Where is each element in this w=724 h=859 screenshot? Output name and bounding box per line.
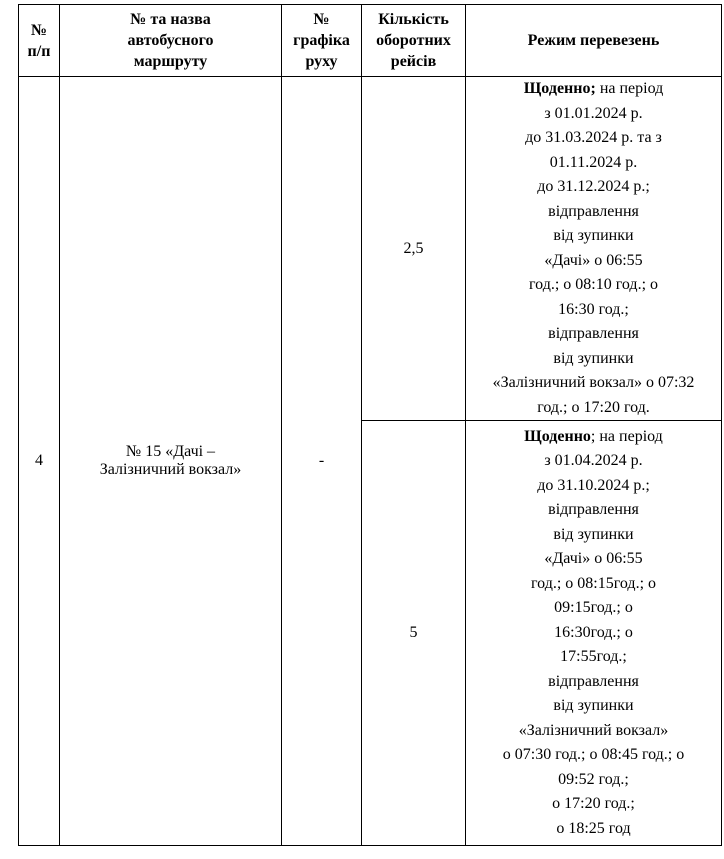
- mode-line: Щоденно; на період: [524, 427, 663, 445]
- cell-trips-period-1: 2,5: [362, 77, 466, 421]
- mode-line: Щоденно; на період: [523, 80, 664, 97]
- daily-label: Щоденно: [524, 427, 591, 445]
- mode-line: від зупинки: [553, 697, 634, 715]
- mode-line: 17:55год.;: [560, 648, 627, 666]
- mode-line: о 18:25 год: [556, 819, 631, 837]
- mode-line: «Дачі» о 06:55: [544, 251, 643, 269]
- header-schedule-no: № графіка руху: [282, 5, 362, 77]
- mode-line: 16:30 год.;: [558, 300, 629, 318]
- header-mode: Режим перевезень: [466, 5, 722, 77]
- mode-line: відправлення: [548, 501, 639, 519]
- mode-line: «Залізничний вокзал» о 07:32: [492, 374, 695, 391]
- mode-line: від зупинки: [553, 349, 634, 367]
- mode-line: год.; о 08:15год.; о: [530, 574, 657, 592]
- mode-line: від зупинки: [553, 525, 634, 543]
- mode-line: відправлення: [548, 202, 639, 220]
- mode-line: з 01.01.2024 р.: [544, 104, 643, 122]
- cell-num: 4: [19, 77, 60, 846]
- mode-line: до 31.12.2024 р.;: [537, 178, 650, 195]
- mode-line: від зупинки: [553, 227, 634, 244]
- mode-line: 16:30год.; о: [554, 623, 633, 641]
- schedule-table: [18, 4, 722, 846]
- mode-line: до 31.03.2024 р. та з: [525, 129, 662, 146]
- mode-line: відправлення: [548, 672, 639, 690]
- mode-line: відправлення: [548, 325, 639, 342]
- mode-line: год.; о 17:20 год.: [537, 398, 650, 416]
- cell-mode-period-2: [466, 421, 722, 846]
- cell-trips-period-2: 5: [362, 421, 466, 846]
- table-row: [19, 77, 722, 421]
- cell-route: № 15 «Дачі – Залізничний вокзал»: [60, 77, 282, 846]
- header-route: № та назва автобусного маршруту: [60, 5, 282, 77]
- mode-line: о 17:20 год.;: [552, 795, 635, 813]
- mode-line: о 07:30 год.; о 08:45 год.; о: [502, 746, 685, 764]
- header-trips: Кількість оборотних рейсів: [362, 5, 466, 77]
- cell-schedule-no: -: [282, 77, 362, 846]
- mode-line: 01.11.2024 р.: [549, 153, 638, 171]
- cell-mode-period-1: [466, 77, 722, 421]
- mode-line: 09:52 год.;: [558, 770, 629, 788]
- daily-label: Щоденно;: [523, 80, 596, 97]
- mode-line: «Залізничний вокзал»: [518, 721, 669, 739]
- mode-line: 09:15год.; о: [554, 599, 633, 617]
- mode-line: год.; о 08:10 год.; о: [528, 276, 659, 293]
- mode-line: до 31.10.2024 р.;: [537, 476, 650, 494]
- mode-line: «Дачі» о 06:55: [544, 550, 643, 568]
- header-row: [19, 5, 722, 77]
- header-num: № п/п: [19, 5, 60, 77]
- mode-line: з 01.04.2024 р.: [544, 452, 643, 470]
